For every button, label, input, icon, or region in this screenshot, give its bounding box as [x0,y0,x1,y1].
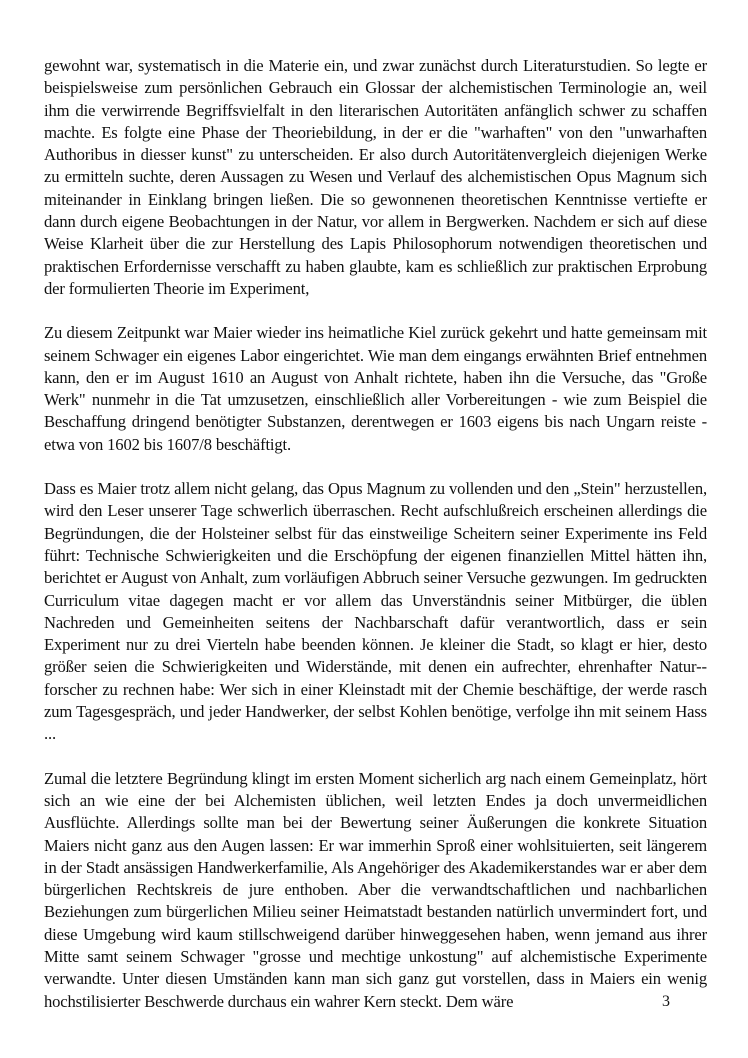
document-page [44,55,707,1035]
paragraph-3: Dass es Maier trotz allem nicht gelang, das Opus Magnum zu vollenden und den „Stein" herzustellen, wird den Leser unserer Tage schwerlich überraschen. Recht aufschlußreich erscheinen allerdings die Begründungen, die der Holsteiner selbst für das einstweilige Scheitern seiner Experimente ins Feld führt: Technische Schwierigkeiten und die Erschöpfung der eigenen finanziellen Mittel hätten ihn, berichtet er August von Anhalt, zum vorläufigen Abbruch seiner Versuche gezwungen. Im gedruckten Curriculum vitae dagegen macht er vor allem das Unverständnis seiner Mitbürger, die üblen Nachreden und Gemeinheiten seitens der Nachbarschaft dafür verantwortlich, dass er sein Experiment nur zu drei Vierteln habe beenden können. Je kleiner die Stadt, so klagt er hier, desto größer seien die Schwierigkeiten und Widerstände, mit denen ein aufrechter, ehrenhafter Natur-forscher zu rechnen habe: Wer sich in einer Kleinstadt mit der Chemie beschäftige, der werde rasch zum Tagesgespräch, und jeder Handwerker, der selbst Kohlen benötige, verfolge ihn mit seinem Hass ... [44,479,707,744]
paragraph-4: Zumal die letztere Begründung klingt im ersten Moment sicherlich arg nach einem Gemeinplatz, hört sich an wie eine der bei Alchemisten üblichen, weil letzten Endes ja doch unvermeidlichen Ausflüchte. Allerdings sollte man bei der Bewertung seiner Äußerungen die konkrete Situation Maiers nicht ganz aus den Augen lassen: Er war immerhin Sproß einer wohlsituierten, seit längerem in der Stadt ansässigen Handwerkerfamilie, Als Angehöriger des Akademikerstandes war er aber dem bürgerlichen Rechtskreis de jure enthoben. Aber die verwandtschaftlichen und nachbarlichen Beziehungen zum bürgerlichen Milieu seiner Heimatstadt bestanden natürlich unvermindert fort, und diese Umgebung wird kaum stillschweigend darüber hinweggesehen haben, wenn jemand aus ihrer Mitte samt seinem Schwager "grosse und mechtige unkostung" auf alchemistische Experimente verwandte. Unter diesen Umständen kann man sich ganz gut vorstellen, dass in Maiers ein wenig hochstilisierter Beschwerde durchaus ein wahrer Kern steckt. Dem wäre [44,768,707,1011]
page-number: 3 [662,993,670,1010]
paragraph-2: Zu diesem Zeitpunkt war Maier wieder ins heimatliche Kiel zurück gekehrt und hatte gemeinsam mit seinem Schwager ein eigenes Labor eingerichtet. Wie man dem eingangs erwähnten Brief entnehmen kann, den er im August 1610 an August von Anhalt richtete, haben ihn die Versuche, das "Große Werk" nunmehr in die Tat umzusetzen, einschließlich aller Vorbereitungen - wie zum Beispiel die Beschaffung dringend benötigter Substanzen, derentwegen er 1603 eigens bis nach Ungarn reiste - etwa von 1602 bis 1607/8 beschäftigt. [44,323,707,454]
paragraph-1: gewohnt war, systematisch in die Materie ein, und zwar zunächst durch Literaturstudien. So legte er beispielsweise zum persönlichen Gebrauch ein Glossar der alchemistischen Terminologie an, weil ihm die verwirrende Begriffsvielfalt in den literarischen Autoritäten anfänglich schwer zu schaffen machte. Es folgte eine Phase der Theoriebildung, in der er die "warhaften" von den "unwarhaften Authoribus in diesser kunst" zu unterscheiden. Er also durch Autoritätenvergleich diejenigen Werke zu ermitteln suchte, deren Aussagen zu Wesen und Verlauf des alchemistischen Opus Magnum sich miteinander in Einklang bringen ließen. Die so gewonnenen theoretischen Kenntnisse vertiefte er dann durch eigene Beobachtungen in der Natur, vor allem in Bergwerken. Nachdem er sich auf diese Weise Klarheit über die zur Herstellung des Lapis Philosophorum notwendigen theoretischen und praktischen Erfordernisse verschafft zu haben glaubte, kam es schließlich zur praktischen Erprobung der formulierten Theorie im Experiment, [44,56,707,298]
